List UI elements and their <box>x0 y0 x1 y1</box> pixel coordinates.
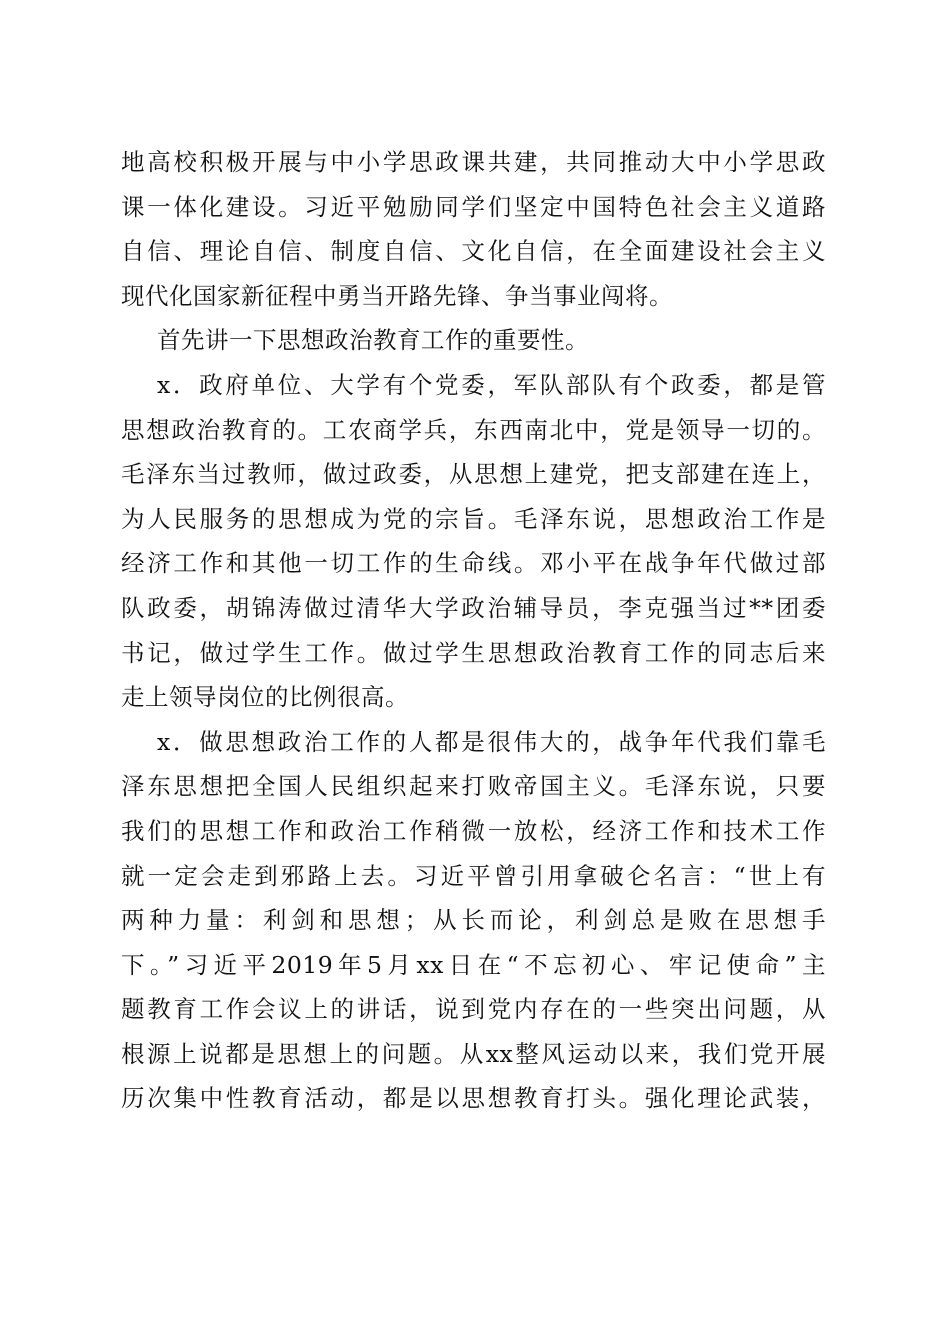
text-line: 我们的思想工作和政治工作稍微一放松，经济工作和技术工作 <box>121 816 826 845</box>
paragraph-start: x．做思想政治工作的人都是很伟大的，战争年代我们靠毛 <box>157 727 826 756</box>
text-line: 自信、理论自信、制度自信、文化自信，在全面建设社会主义 <box>121 237 826 266</box>
text-line: 队政委，胡锦涛做过清华大学政治辅导员，李克强当过**团委 <box>121 593 826 622</box>
text-line: 为人民服务的思想成为党的宗旨。毛泽东说，思想政治工作是 <box>121 504 826 533</box>
text-line: 泽东思想把全国人民组织起来打败帝国主义。毛泽东说，只要 <box>121 772 826 801</box>
text-line: 根源上说都是思想上的问题。从xx整风运动以来，我们党开展 <box>121 1039 826 1068</box>
body-text <box>121 140 826 1121</box>
text-line: 现代化国家新征程中勇当开路先锋、争当事业闯将。 <box>121 281 673 310</box>
text-line: 下。”习近平2019年5月xx日在“不忘初心、牢记使命”主 <box>121 950 826 979</box>
text-line: 课一体化建设。习近平勉励同学们坚定中国特色社会主义道路 <box>121 192 826 221</box>
text-line: 毛泽东当过教师，做过政委，从思想上建党，把支部建在连上， <box>121 460 826 489</box>
text-line: 就一定会走到邪路上去。习近平曾引用拿破仑名言：“世上有 <box>121 861 826 890</box>
text-line: 经济工作和其他一切工作的生命线。邓小平在战争年代做过部 <box>121 549 826 578</box>
text-line: 两种力量：利剑和思想；从长而论，利剑总是败在思想手 <box>121 906 826 935</box>
text-line: 思想政治教育的。工农商学兵，东西南北中，党是领导一切的。 <box>121 415 826 444</box>
text-line: 地高校积极开展与中小学思政课共建，共同推动大中小学思政 <box>121 148 826 176</box>
paragraph-start: x．政府单位、大学有个党委，军队部队有个政委，都是管 <box>157 370 826 399</box>
text-line: 走上领导岗位的比例很高。 <box>121 683 409 712</box>
text-line: 书记，做过学生工作。做过学生思想政治教育工作的同志后来 <box>121 638 826 667</box>
text-line: 题教育工作会议上的讲话，说到党内存在的一些突出问题，从 <box>121 995 826 1024</box>
section-intro: 首先讲一下思想政治教育工作的重要性。 <box>157 326 589 355</box>
text-line: 历次集中性教育活动，都是以思想教育打头。强化理论武装， <box>121 1084 826 1113</box>
